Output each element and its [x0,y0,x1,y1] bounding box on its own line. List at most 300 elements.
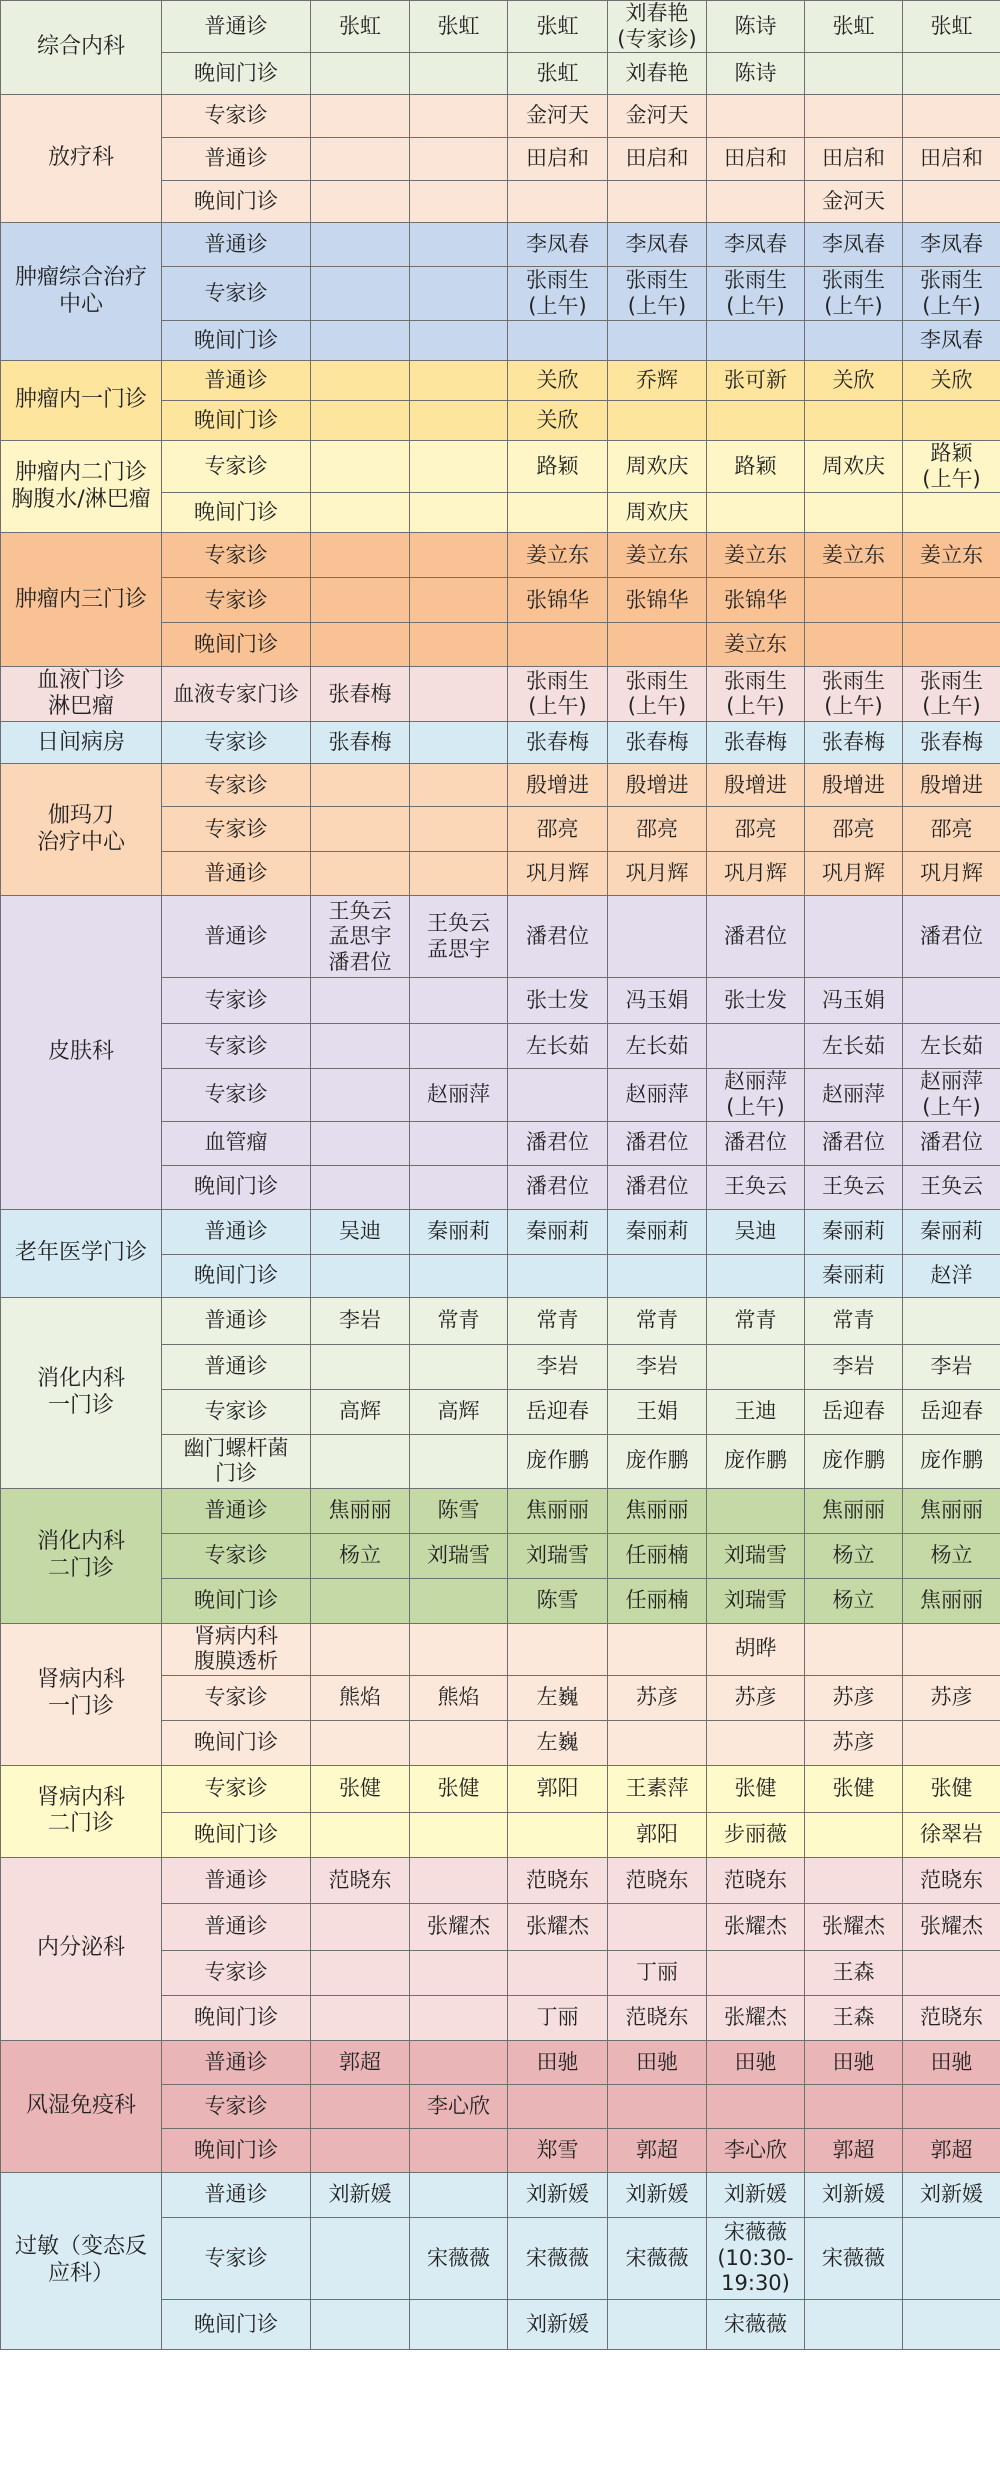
doctor-cell: 吴迪 [311,1209,410,1254]
doctor-cell: 宋薇薇 [508,2217,608,2299]
doctor-cell [410,764,508,807]
doctor-cell: 刘新媛 [508,2299,608,2349]
doctor-cell [410,533,508,578]
doctor-cell: 李凤春 [903,223,1000,267]
department-cell: 肿瘤内一门诊 [1,361,162,441]
doctor-cell [311,533,410,578]
clinic-type-cell: 专家诊 [162,578,311,623]
doctor-cell [805,53,903,95]
doctor-cell [410,978,508,1024]
doctor-cell: 左长茹 [903,1024,1000,1069]
doctor-cell: 田启和 [903,138,1000,181]
doctor-cell [707,493,805,533]
doctor-cell: 岳迎春 [903,1389,1000,1434]
doctor-cell [410,852,508,896]
clinic-type-cell: 专家诊 [162,2217,311,2299]
doctor-cell: 潘君位 [508,1165,608,1209]
doctor-cell: 姜立东 [608,533,707,578]
doctor-cell [903,2299,1000,2349]
schedule-row [1,896,1000,978]
doctor-cell [903,978,1000,1024]
clinic-type-cell: 专家诊 [162,1024,311,1069]
doctor-cell [311,1950,410,1995]
doctor-cell: 郭阳 [608,1812,707,1857]
doctor-cell: 刘春艳 [608,53,707,95]
doctor-cell: 路颖 [707,441,805,493]
doctor-cell: 苏彦 [707,1675,805,1720]
schedule-row [1,1765,1000,1812]
doctor-cell: 潘君位 [608,1121,707,1165]
clinic-type-cell: 普通诊 [162,1857,311,1903]
doctor-cell [311,852,410,896]
doctor-cell: 张虹 [508,53,608,95]
doctor-cell [805,1623,903,1675]
doctor-cell [311,441,410,493]
doctor-cell [410,1165,508,1209]
doctor-cell [311,53,410,95]
department-cell: 风湿免疫科 [1,2040,162,2172]
doctor-cell: 冯玉娟 [608,978,707,1024]
doctor-cell [410,2128,508,2172]
clinic-type-cell: 专家诊 [162,2084,311,2128]
doctor-cell: 焦丽丽 [903,1488,1000,1533]
doctor-cell: 刘瑞雪 [707,1578,805,1623]
doctor-cell: 刘瑞雪 [707,1533,805,1578]
doctor-cell: 赵丽萍 [805,1069,903,1121]
doctor-cell: 杨立 [311,1533,410,1578]
doctor-cell [903,1950,1000,1995]
doctor-cell: 张耀杰 [903,1903,1000,1950]
clinic-type-cell: 专家诊 [162,807,311,852]
doctor-cell: 王奂云 [805,1165,903,1209]
doctor-cell: 张雨生 (上午) [707,667,805,722]
doctor-cell [410,361,508,401]
doctor-cell: 张耀杰 [410,1903,508,1950]
doctor-cell: 张锦华 [608,578,707,623]
doctor-cell [608,1254,707,1297]
doctor-cell [311,181,410,223]
doctor-cell [410,138,508,181]
doctor-cell [805,2084,903,2128]
doctor-cell: 田驰 [508,2040,608,2084]
doctor-cell: 庞作鹏 [903,1434,1000,1488]
doctor-cell [508,623,608,667]
doctor-cell: 张士发 [707,978,805,1024]
doctor-cell: 高辉 [410,1389,508,1434]
clinic-type-cell: 晚间门诊 [162,321,311,361]
clinic-type-cell: 专家诊 [162,978,311,1024]
doctor-cell: 潘君位 [903,1121,1000,1165]
doctor-cell [311,1623,410,1675]
doctor-cell [508,181,608,223]
doctor-cell: 刘春艳 (专家诊) [608,1,707,53]
doctor-cell [311,361,410,401]
doctor-cell: 徐翠岩 [903,1812,1000,1857]
doctor-cell: 宋薇薇 [707,2299,805,2349]
clinic-type-cell: 普通诊 [162,361,311,401]
doctor-cell: 丁丽 [608,1950,707,1995]
doctor-cell: 殷增进 [805,764,903,807]
department-cell: 皮肤科 [1,896,162,1209]
doctor-cell [608,2084,707,2128]
doctor-cell [707,321,805,361]
doctor-cell: 巩月辉 [508,852,608,896]
schedule-row [1,2172,1000,2217]
doctor-cell: 苏彦 [805,1675,903,1720]
clinic-type-cell: 幽门螺杆菌 门诊 [162,1434,311,1488]
doctor-cell: 张健 [805,1765,903,1812]
clinic-type-cell: 血管瘤 [162,1121,311,1165]
doctor-cell [608,401,707,441]
doctor-cell: 姜立东 [707,623,805,667]
doctor-cell [805,493,903,533]
doctor-cell [608,321,707,361]
schedule-row [1,1209,1000,1254]
doctor-cell: 张雨生 (上午) [608,667,707,722]
doctor-cell [410,807,508,852]
doctor-cell [311,2084,410,2128]
doctor-cell [311,807,410,852]
doctor-cell: 范晓东 [508,1857,608,1903]
doctor-cell [311,1434,410,1488]
doctor-cell: 巩月辉 [608,852,707,896]
department-cell: 血液门诊 淋巴瘤 [1,667,162,722]
doctor-cell [903,493,1000,533]
clinic-type-cell: 晚间门诊 [162,1165,311,1209]
clinic-type-cell: 普通诊 [162,2040,311,2084]
department-cell: 消化内科 二门诊 [1,1488,162,1623]
doctor-cell: 焦丽丽 [805,1488,903,1533]
schedule-row [1,223,1000,267]
doctor-cell [903,2217,1000,2299]
doctor-cell [410,667,508,722]
clinic-type-cell: 普通诊 [162,1209,311,1254]
department-cell: 日间病房 [1,722,162,764]
schedule-row [1,441,1000,493]
doctor-cell: 张虹 [508,1,608,53]
clinic-type-cell: 专家诊 [162,441,311,493]
clinic-type-cell: 晚间门诊 [162,53,311,95]
doctor-cell: 熊焰 [410,1675,508,1720]
doctor-cell [508,1812,608,1857]
clinic-type-cell: 专家诊 [162,1533,311,1578]
doctor-cell: 张耀杰 [707,1903,805,1950]
doctor-cell: 宋薇薇 [805,2217,903,2299]
doctor-cell: 杨立 [805,1533,903,1578]
doctor-cell [311,764,410,807]
doctor-cell: 李凤春 [608,223,707,267]
doctor-cell: 巩月辉 [805,852,903,896]
clinic-type-cell: 专家诊 [162,764,311,807]
doctor-cell: 秦丽莉 [410,1209,508,1254]
doctor-cell: 关欣 [508,401,608,441]
doctor-cell: 范晓东 [608,1995,707,2040]
doctor-cell: 张春梅 [707,722,805,764]
doctor-cell [903,181,1000,223]
doctor-cell [608,181,707,223]
doctor-cell: 周欢庆 [805,441,903,493]
clinic-type-cell: 普通诊 [162,852,311,896]
doctor-cell [707,1720,805,1765]
doctor-cell [707,1254,805,1297]
clinic-type-cell: 血液专家门诊 [162,667,311,722]
doctor-cell: 李岩 [903,1344,1000,1389]
department-cell: 过敏（变态反 应科） [1,2172,162,2349]
doctor-cell [311,2217,410,2299]
clinic-type-cell: 晚间门诊 [162,493,311,533]
doctor-cell [903,95,1000,138]
doctor-cell: 田驰 [805,2040,903,2084]
doctor-cell [805,2299,903,2349]
doctor-cell [608,1903,707,1950]
doctor-cell: 金河天 [805,181,903,223]
doctor-cell: 范晓东 [903,1995,1000,2040]
doctor-cell: 田驰 [608,2040,707,2084]
doctor-cell [311,623,410,667]
doctor-cell [805,95,903,138]
doctor-cell [311,1165,410,1209]
doctor-cell [410,95,508,138]
doctor-cell: 殷增进 [608,764,707,807]
doctor-cell [608,896,707,978]
doctor-cell: 张虹 [410,1,508,53]
doctor-cell: 张健 [903,1765,1000,1812]
doctor-cell [311,267,410,321]
doctor-cell: 刘新媛 [707,2172,805,2217]
doctor-cell [311,1812,410,1857]
doctor-cell [508,2084,608,2128]
doctor-cell: 刘新媛 [903,2172,1000,2217]
doctor-cell [311,138,410,181]
doctor-cell: 李心欣 [707,2128,805,2172]
schedule-row [1,1488,1000,1533]
doctor-cell [410,441,508,493]
schedule-row [1,1623,1000,1675]
doctor-cell: 刘新媛 [805,2172,903,2217]
doctor-cell: 张春梅 [508,722,608,764]
doctor-cell: 吴迪 [707,1209,805,1254]
doctor-cell: 庞作鹏 [707,1434,805,1488]
doctor-cell: 邵亮 [903,807,1000,852]
doctor-cell: 姜立东 [903,533,1000,578]
doctor-cell: 王奂云 [707,1165,805,1209]
doctor-cell: 庞作鹏 [805,1434,903,1488]
doctor-cell [410,493,508,533]
doctor-cell: 郭超 [903,2128,1000,2172]
doctor-cell: 王奂云 孟思宇 潘君位 [311,896,410,978]
doctor-cell: 熊焰 [311,1675,410,1720]
doctor-cell [311,2299,410,2349]
schedule-row [1,722,1000,764]
clinic-type-cell: 专家诊 [162,267,311,321]
doctor-cell [311,321,410,361]
doctor-cell: 刘新媛 [311,2172,410,2217]
doctor-cell [311,978,410,1024]
doctor-cell: 刘新媛 [608,2172,707,2217]
doctor-cell: 范晓东 [608,1857,707,1903]
doctor-cell: 潘君位 [903,896,1000,978]
doctor-cell: 范晓东 [903,1857,1000,1903]
doctor-cell [903,401,1000,441]
doctor-cell: 潘君位 [508,1121,608,1165]
clinic-type-cell: 晚间门诊 [162,2299,311,2349]
doctor-cell: 常青 [805,1297,903,1344]
doctor-cell [707,1950,805,1995]
doctor-cell: 焦丽丽 [311,1488,410,1533]
clinic-type-cell: 晚间门诊 [162,1812,311,1857]
doctor-cell: 潘君位 [707,896,805,978]
schedule-body [1,1,1000,2350]
schedule-row [1,1857,1000,1903]
doctor-cell [805,623,903,667]
doctor-cell: 张春梅 [903,722,1000,764]
doctor-cell: 田启和 [608,138,707,181]
doctor-cell: 张虹 [311,1,410,53]
doctor-cell: 岳迎春 [508,1389,608,1434]
department-cell: 综合内科 [1,1,162,95]
doctor-cell [508,1950,608,1995]
doctor-cell: 张健 [707,1765,805,1812]
doctor-cell [311,1995,410,2040]
doctor-cell [311,1121,410,1165]
doctor-cell: 张春梅 [608,722,707,764]
doctor-cell: 赵洋 [903,1254,1000,1297]
doctor-cell: 张雨生 (上午) [608,267,707,321]
clinic-type-cell: 晚间门诊 [162,401,311,441]
clinic-type-cell: 晚间门诊 [162,1578,311,1623]
doctor-cell: 邵亮 [707,807,805,852]
doctor-cell: 王迪 [707,1389,805,1434]
doctor-cell: 陈雪 [508,1578,608,1623]
doctor-cell: 姜立东 [508,533,608,578]
doctor-cell: 赵丽萍 (上午) [707,1069,805,1121]
doctor-cell [410,1024,508,1069]
clinic-type-cell: 专家诊 [162,722,311,764]
doctor-cell: 郭阳 [508,1765,608,1812]
doctor-cell: 左长茹 [805,1024,903,1069]
doctor-cell: 田启和 [805,138,903,181]
doctor-cell: 张雨生 (上午) [508,667,608,722]
doctor-cell: 常青 [608,1297,707,1344]
clinic-type-cell: 普通诊 [162,2172,311,2217]
doctor-cell: 邵亮 [608,807,707,852]
doctor-cell [410,1995,508,2040]
doctor-cell [311,2128,410,2172]
doctor-cell: 左长茹 [508,1024,608,1069]
clinic-type-cell: 专家诊 [162,533,311,578]
doctor-cell: 郑雪 [508,2128,608,2172]
doctor-cell [311,1903,410,1950]
doctor-cell [410,1578,508,1623]
doctor-cell: 李凤春 [508,223,608,267]
doctor-cell [608,1720,707,1765]
doctor-cell [903,53,1000,95]
doctor-cell: 王奂云 [903,1165,1000,1209]
doctor-cell: 路颖 [508,441,608,493]
doctor-cell: 范晓东 [707,1857,805,1903]
doctor-cell: 姜立东 [805,533,903,578]
doctor-cell [311,1578,410,1623]
doctor-cell [508,1623,608,1675]
doctor-cell: 田驰 [903,2040,1000,2084]
doctor-cell: 杨立 [903,1533,1000,1578]
doctor-cell: 张虹 [805,1,903,53]
doctor-cell: 岳迎春 [805,1389,903,1434]
doctor-cell: 郭超 [608,2128,707,2172]
doctor-cell [410,1344,508,1389]
clinic-type-cell: 专家诊 [162,1950,311,1995]
schedule-row [1,2040,1000,2084]
doctor-cell: 张耀杰 [707,1995,805,2040]
doctor-cell: 张锦华 [707,578,805,623]
doctor-cell [410,1812,508,1857]
doctor-cell: 赵丽萍 (上午) [903,1069,1000,1121]
doctor-cell: 姜立东 [707,533,805,578]
doctor-cell: 潘君位 [608,1165,707,1209]
doctor-cell: 张虹 [903,1,1000,53]
doctor-cell: 邵亮 [805,807,903,852]
doctor-cell: 李岩 [805,1344,903,1389]
doctor-cell [805,401,903,441]
doctor-cell: 左巍 [508,1720,608,1765]
clinic-type-cell: 普通诊 [162,1,311,53]
doctor-cell [805,1857,903,1903]
doctor-cell: 张士发 [508,978,608,1024]
doctor-cell [903,1623,1000,1675]
doctor-cell: 秦丽莉 [903,1209,1000,1254]
doctor-cell: 赵丽萍 [608,1069,707,1121]
doctor-cell: 郭超 [311,2040,410,2084]
doctor-cell: 金河天 [508,95,608,138]
doctor-cell: 殷增进 [508,764,608,807]
doctor-cell [410,181,508,223]
doctor-cell: 张耀杰 [805,1903,903,1950]
doctor-cell: 张锦华 [508,578,608,623]
doctor-cell [508,1069,608,1121]
doctor-cell: 张雨生 (上午) [903,267,1000,321]
clinic-type-cell: 晚间门诊 [162,623,311,667]
doctor-cell: 陈雪 [410,1488,508,1533]
doctor-cell: 张雨生 (上午) [805,267,903,321]
doctor-cell: 路颖 (上午) [903,441,1000,493]
doctor-cell [805,578,903,623]
doctor-cell: 左长茹 [608,1024,707,1069]
doctor-cell: 李凤春 [805,223,903,267]
doctor-cell [707,95,805,138]
department-cell: 肿瘤综合治疗 中心 [1,223,162,361]
doctor-cell: 潘君位 [508,896,608,978]
doctor-cell: 张健 [311,1765,410,1812]
doctor-cell: 田启和 [508,138,608,181]
doctor-cell: 刘新媛 [508,2172,608,2217]
doctor-cell: 李凤春 [903,321,1000,361]
doctor-cell: 郭超 [805,2128,903,2172]
doctor-cell [311,1069,410,1121]
doctor-cell [805,321,903,361]
clinic-type-cell: 肾病内科 腹膜透析 [162,1623,311,1675]
clinic-type-cell: 晚间门诊 [162,181,311,223]
clinic-type-cell: 晚间门诊 [162,1720,311,1765]
doctor-cell: 冯玉娟 [805,978,903,1024]
doctor-cell [410,623,508,667]
doctor-cell: 王森 [805,1950,903,1995]
doctor-cell: 巩月辉 [707,852,805,896]
doctor-cell [608,2299,707,2349]
doctor-cell [410,722,508,764]
department-cell: 肾病内科 一门诊 [1,1623,162,1765]
clinic-type-cell: 普通诊 [162,138,311,181]
doctor-cell: 左巍 [508,1675,608,1720]
